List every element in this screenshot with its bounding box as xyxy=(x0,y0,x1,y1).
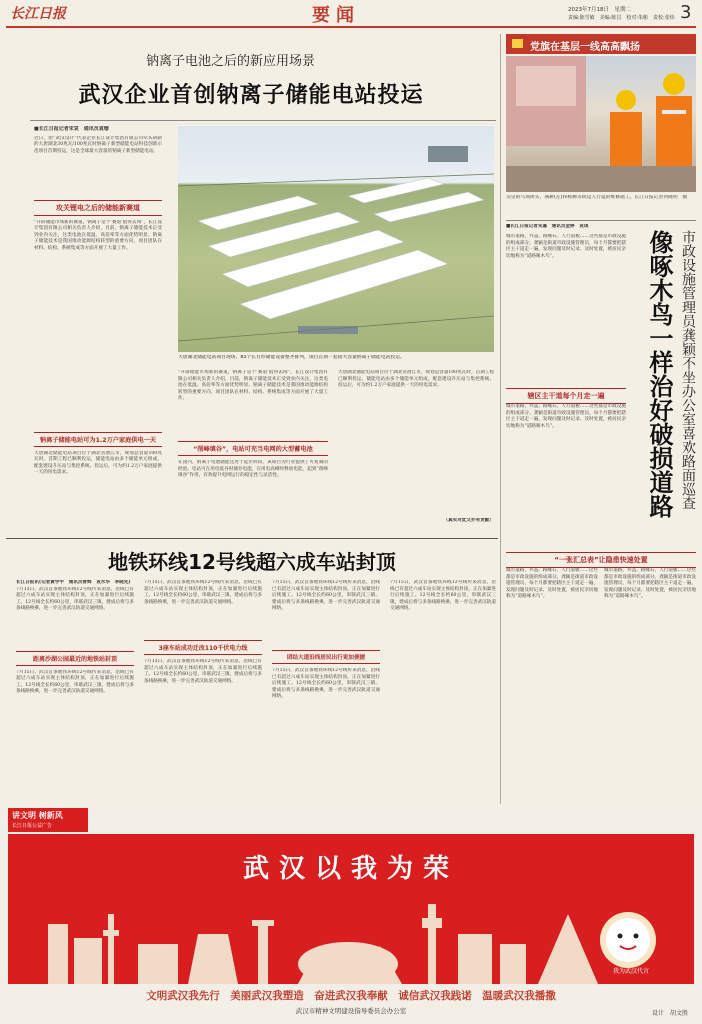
body-paragraph-2: 大唐湖北储能电站项目位于湖北省潜江市，规划总容量100兆瓦时。首期工程已顺利投运，储能电站由多个储能单元组成，配套建设升压站与集控系统。投运后，可为约1.2万户家庭提供一天的用电需求。 xyxy=(34,450,162,476)
public-service-ad xyxy=(0,806,702,1024)
byline: ■长江日报记者宋哀 通讯员袁珊 xyxy=(34,126,109,132)
feature-body-middle: 城市道路，井盖、路缘石、人行道板……这些都是市政设施的组成部分。龚颖是街道市政设施管理员，每个月都要把辖区主干道走一遍，发现问题及时记录、及时处置，被居民亲切地称为“道路啄木鸟”。 xyxy=(506,404,626,429)
metro-body-3: 7月15日，武汉首条地铁环线12号线传来消息，沿线已有超过六成车站实现主体结构封顶，正在加紧进行后续施工。12号线全长约60公里，串联武汉三镇，建成后将与多条线路换乘，进一步完善武汉轨道交通网络。 xyxy=(144,580,262,605)
inspector-photo xyxy=(506,56,696,192)
metro-body-6: 7月15日，武汉首条地铁环线12号线传来消息，沿线已有超过六成车站实现主体结构封顶，正在加紧进行后续施工。12号线全长约60公里，串联武汉三镇，建成后将与多条线路换乘，进一步完善武汉轨道交通网络。 xyxy=(272,668,380,700)
storage-containers-illustration xyxy=(178,126,494,352)
article-metro-line12 xyxy=(6,540,498,804)
article-sodium-storage xyxy=(6,32,496,537)
section-title: 要闻 xyxy=(312,5,360,26)
workers-illustration xyxy=(506,56,696,192)
ad-designer: 设计 胡文胜 xyxy=(652,1010,689,1017)
editor-credits: 责编:陈雪敏 美编:陈昌 校对:朱彬 责校:张炜 xyxy=(568,15,675,21)
subhead-power-supply: 钠离子储能电站可为1.2万户家庭供电一天 xyxy=(34,432,162,447)
section-divider xyxy=(6,538,498,539)
ad-publisher-sub: 长江日报公益广告 xyxy=(12,823,53,829)
feature-divider xyxy=(506,220,696,221)
subhead-peak-shaving: “削峰填谷”，电站可充当电网的大型蓄电池 xyxy=(178,441,328,456)
metro-byline: 长江日报讯(记者黄学宇 通讯员曾辉 袁水华 李晓先) xyxy=(16,580,131,585)
middle-body: “开辟储能市场新的赛道，钠离子是个‘赛道’值得去闯”，长江设计集团有限公司相关负责人介绍，目前，钠离子储能技术正受到业内关注，这类电池在低温、高倍率等方面优势明显。钠离子储能技术是我国推动能源结构转型的重要方向，项目团队在材料、结构、系统集成等方面开展了大量工作。 xyxy=(178,370,328,402)
ad-mascot-text: 我为武汉代言 xyxy=(612,968,649,975)
feature-main-headline: 像啄木鸟一样治好破损道路 xyxy=(645,230,673,518)
metro-subhead-tuanjie: 团结大道沿线居民出行更加便捷 xyxy=(272,650,380,664)
left-column xyxy=(34,126,162,534)
issue-date: 2023年7月18日 星期二 xyxy=(568,7,631,13)
metro-column-2 xyxy=(144,580,262,800)
metro-column-3 xyxy=(272,580,380,800)
metro-body-4: 7月15日，武汉首条地铁环线12号线传来消息，沿线已有超过六成车站实现主体结构封顶，正在加紧进行后续施工。12号线全长约60公里，串联武汉三镇，建成后将与多条线路换乘，进一步完善武汉轨道交通网络。 xyxy=(144,659,262,684)
lead-paragraph: 近日，由“武汉设计”代表企业长江设计集团有限公司牵头研制的大唐湖北30兆瓦/100兆瓦时钠离子新型储能电站科技创新示范项目首期投运，这是全球最大容量的钠离子新型储能电站。 xyxy=(34,135,162,154)
body-paragraph-3: 在国内，钠离子电池储能还处于起步阶段，该项目为行业提供了可复制的经验。电站可在用电低谷时储存电能，在用电高峰时释放电能，起到“削峰填谷”作用，有效提升电网运行的稳定性与灵活性。 xyxy=(178,460,328,479)
metro-headline: 地铁环线12号线超六成车站封顶 xyxy=(108,550,396,574)
ad-mascot xyxy=(600,912,656,968)
feature-vertical-headline: 市政设施管理员龚颖不坐办公室喜欢路面巡查 xyxy=(680,230,696,510)
inspector-photo-caption: 吴皇街马场街头，满耕(左)和杨柳等街边人行道的维修施工。长江日报记者何晓明 摄 xyxy=(506,195,688,200)
party-flag-icon xyxy=(512,39,523,48)
right-column xyxy=(338,370,494,534)
right-body: 大唐湖北储能电站项目位于湖北省潜江市，规划总容量100兆瓦时。首期工程已顺利投运，储能电站由多个储能单元组成，配套建设升压站与集控系统。投运后，可为约1.2万户家庭提供一天的用电需求。 xyxy=(338,370,494,389)
feature-byline: ■长江日报记者宋嘉 通讯员金婷 袁琪 xyxy=(506,224,589,229)
feature-body-right: 城市道路，井盖、路缘石、人行道板……这些都是市政设施的组成部分。龚颖是街道市政设施管理员，每个月都要把辖区主干道走一遍，发现问题及时记录、及时处置，被居民亲切地称为“道路啄木鸟”。 xyxy=(604,568,696,600)
feature-banner-text: 党旗在基层一线高高飘扬 xyxy=(530,42,640,53)
feature-body-left: 城市道路，井盖、路缘石、人行道板……这些都是市政设施的组成部分。龚颖是街道市政设施管理员，每个月都要把辖区主干道走一遍，发现问题及时记录、及时处置，被居民亲切地称为“道路啄木鸟”。 xyxy=(506,568,598,600)
ad-publisher-name: 讲文明 树新风 xyxy=(12,811,63,820)
article-kicker: 钠离子电池之后的新应用场景 xyxy=(146,54,316,69)
metro-column-1 xyxy=(16,580,134,800)
newspaper-logo: 长江日报 xyxy=(10,6,66,22)
feature-road-inspector xyxy=(506,34,696,804)
metro-subhead-shahu: 距离沙湖公园最近的地铁站封顶 xyxy=(16,651,134,666)
storage-station-photo xyxy=(178,126,494,352)
ad-civility-slogans: 文明武汉我先行 美丽武汉我塑造 奋进武汉我奉献 诚信武汉我践诺 温暖武汉我播撒 xyxy=(146,990,556,1002)
metro-body-2: 7月15日，武汉首条地铁环线12号线传来消息，沿线已有超过六成车站实现主体结构封顶，正在加紧进行后续施工。12号线全长约60公里，串联武汉三镇，建成后将与多条线路换乘，进一步完善武汉轨道交通网络。 xyxy=(16,669,134,695)
end-note: （真实对此文亦有贡献） xyxy=(443,518,494,523)
ad-slogan: 武汉以我为荣 xyxy=(242,854,459,884)
article-headline: 武汉企业首创钠离子储能电站投运 xyxy=(78,83,424,108)
middle-column xyxy=(178,370,328,534)
ad-sponsor: 武汉市精神文明建设指导委员会办公室 xyxy=(295,1007,407,1015)
feature-banner xyxy=(506,34,696,54)
wuhan-skyline-illustration xyxy=(8,894,694,984)
masthead-rule xyxy=(6,26,696,28)
masthead xyxy=(0,0,702,24)
headline-divider xyxy=(30,120,496,121)
metro-body-7: 7月15日，武汉首条地铁环线12号线传来消息，沿线已有超过六成车站实现主体结构封顶，正在加紧进行后续施工。12号线全长约60公里，串联武汉三镇，建成后将与多条线路换乘，进一步完善武汉轨道交通网络。 xyxy=(390,580,496,612)
page-number: 3 xyxy=(680,2,692,23)
feature-subhead-table: “一张汇总表”让隐患快速处置 xyxy=(506,552,696,568)
photo-caption: 大唐湖北储能电站项目现场，83个长方形储能设备整齐排列，项目首期一套接大容量钠离子储能电站投运。 xyxy=(178,355,405,360)
metro-column-4 xyxy=(390,580,496,800)
ad-publisher-tag xyxy=(8,808,88,832)
metro-body-1: 7月15日，武汉首条地铁环线12号线传来消息，沿线已有超过六成车站实现主体结构封顶，正在加紧进行后续施工。12号线全长约60公里，串联武汉三镇，建成后将与多条线路换乘，进一步完善武汉轨道交通网络。 xyxy=(16,586,134,612)
feature-subhead-monthly: 辖区主干道每个月走一遍 xyxy=(506,388,626,404)
subhead-new-track: 攻关锂电之后的储能新赛道 xyxy=(34,200,162,216)
ad-red-panel xyxy=(8,834,694,984)
body-paragraph-1: “开辟储能市场新的赛道，钠离子是个‘赛道’值得去闯”，长江设计集团有限公司相关负责人介绍，目前，钠离子储能技术正受到业内关注，这类电池在低温、高倍率等方面优势明显。钠离子储能技术是我国推动能源结构转型的重要方向，项目团队在材料、结构、系统集成等方面开展了大量工作。 xyxy=(34,219,162,251)
feature-body-top: 城市道路，井盖、路缘石、人行道板……这些都是市政设施的组成部分。龚颖是街道市政设施管理员，每个月都要把辖区主干道走一遍，发现问题及时记录、及时处置，被居民亲切地称为“道路啄木鸟”。 xyxy=(506,234,626,259)
metro-body-5: 7月15日，武汉首条地铁环线12号线传来消息，沿线已有超过六成车站实现主体结构封顶，正在加紧进行后续施工。12号线全长约60公里，串联武汉三镇，建成后将与多条线路换乘，进一步完善武汉轨道交通网络。 xyxy=(272,580,380,612)
metro-subhead-power: 3座车站成功迁改110千伏电力线 xyxy=(144,640,262,655)
column-divider xyxy=(500,34,501,804)
